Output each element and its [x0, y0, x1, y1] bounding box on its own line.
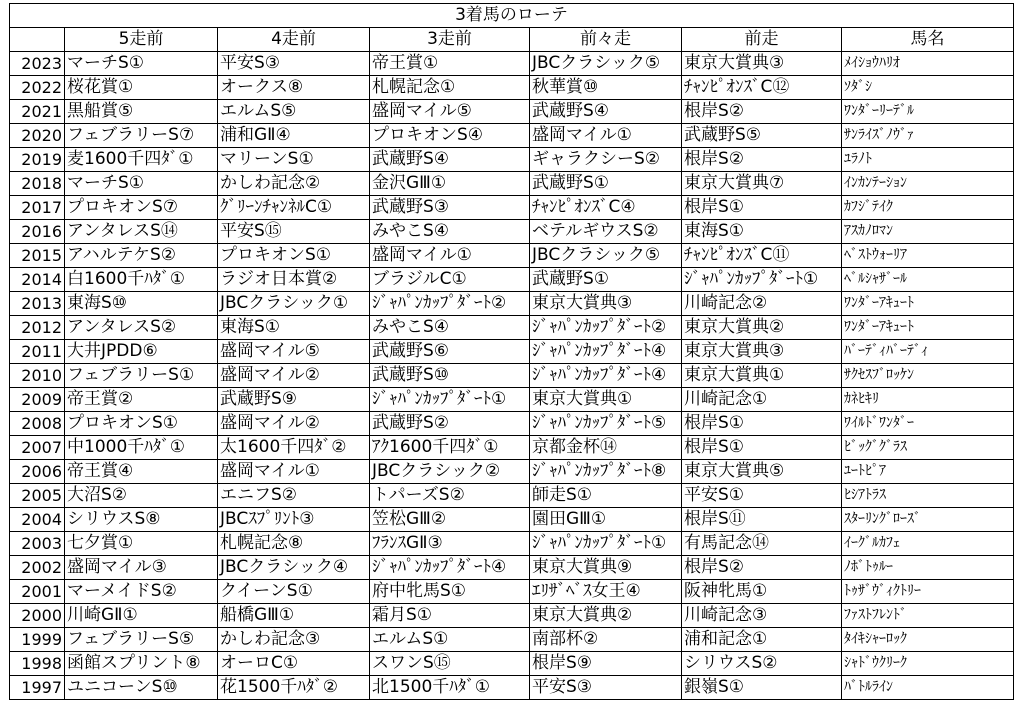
year-cell: 2008	[10, 412, 65, 436]
table-row	[10, 580, 1014, 604]
race-2nd-prev-cell: 根岸S⑨	[530, 652, 682, 676]
race-4th-prev-cell: 船橋GⅢ①	[218, 604, 370, 628]
race-2nd-prev-cell: 東京大賞典③	[530, 292, 682, 316]
table-row	[10, 124, 1014, 148]
horse-name-cell: ﾍﾞｽﾄｳｫｰﾘｱ	[842, 244, 1014, 268]
race-4th-prev-cell: 花1500千ﾊﾀﾞ②	[218, 676, 370, 700]
race-2nd-prev-cell: JBCクラシック⑤	[530, 52, 682, 76]
table-row	[10, 244, 1014, 268]
race-prev-cell: 銀嶺S①	[682, 676, 842, 700]
year-cell: 2017	[10, 196, 65, 220]
race-4th-prev-cell: JBCｽﾌﾟﾘﾝﾄ③	[218, 508, 370, 532]
race-prev-cell: 東京大賞典③	[682, 340, 842, 364]
table-row	[10, 484, 1014, 508]
race-2nd-prev-cell: 園田GⅢ①	[530, 508, 682, 532]
race-4th-prev-cell: 札幌記念⑧	[218, 532, 370, 556]
race-5th-prev-cell: シリウスS⑧	[65, 508, 218, 532]
race-5th-prev-cell: ユニコーンS⑩	[65, 676, 218, 700]
year-cell: 2015	[10, 244, 65, 268]
race-2nd-prev-cell: 武蔵野S①	[530, 172, 682, 196]
race-4th-prev-cell: エニフS②	[218, 484, 370, 508]
year-cell: 2021	[10, 100, 65, 124]
table-row	[10, 76, 1014, 100]
header-prev: 前走	[682, 28, 842, 52]
horse-name-cell: ﾍﾞﾙｼｬｻﾞｰﾙ	[842, 268, 1014, 292]
race-2nd-prev-cell: ｼﾞｬﾊﾟﾝｶｯﾌﾟﾀﾞｰﾄ②	[530, 316, 682, 340]
race-3rd-prev-cell: みやこS④	[370, 316, 530, 340]
table-row	[10, 196, 1014, 220]
table-row	[10, 316, 1014, 340]
race-prev-cell: ﾁｬﾝﾋﾟｵﾝｽﾞC⑫	[682, 76, 842, 100]
rotation-table	[9, 3, 1014, 700]
horse-name-cell: ｲｰｸﾞﾙｶﾌｪ	[842, 532, 1014, 556]
year-cell: 2003	[10, 532, 65, 556]
horse-name-cell: ﾌｧｽﾄﾌﾚﾝﾄﾞ	[842, 604, 1014, 628]
race-prev-cell: 根岸S①	[682, 196, 842, 220]
header-2nd-prev: 前々走	[530, 28, 682, 52]
race-prev-cell: 有馬記念⑭	[682, 532, 842, 556]
race-4th-prev-cell: 東海S①	[218, 316, 370, 340]
header-4th-prev: 4走前	[218, 28, 370, 52]
race-prev-cell: ｼﾞｬﾊﾟﾝｶｯﾌﾟﾀﾞｰﾄ①	[682, 268, 842, 292]
horse-name-cell: ｻﾝﾗｲｽﾞﾉｳﾞｧ	[842, 124, 1014, 148]
horse-name-cell: ｶﾈﾋｷﾘ	[842, 388, 1014, 412]
race-5th-prev-cell: 白1600千ﾊﾀﾞ①	[65, 268, 218, 292]
table-row	[10, 364, 1014, 388]
race-3rd-prev-cell: 武蔵野S②	[370, 412, 530, 436]
race-3rd-prev-cell: 盛岡マイル①	[370, 244, 530, 268]
year-cell: 2014	[10, 268, 65, 292]
year-cell: 2022	[10, 76, 65, 100]
header-year	[10, 28, 65, 52]
race-4th-prev-cell: 盛岡マイル⑤	[218, 340, 370, 364]
year-cell: 2020	[10, 124, 65, 148]
table-row	[10, 604, 1014, 628]
horse-name-cell: ﾕｰﾄﾋﾟｱ	[842, 460, 1014, 484]
table-row	[10, 220, 1014, 244]
table-row	[10, 268, 1014, 292]
race-prev-cell: 平安S①	[682, 484, 842, 508]
race-2nd-prev-cell: ｼﾞｬﾊﾟﾝｶｯﾌﾟﾀﾞｰﾄ⑤	[530, 412, 682, 436]
race-3rd-prev-cell: 北1500千ﾊﾀﾞ①	[370, 676, 530, 700]
year-cell: 2001	[10, 580, 65, 604]
race-prev-cell: 阪神牝馬①	[682, 580, 842, 604]
race-prev-cell: 武蔵野S⑤	[682, 124, 842, 148]
race-5th-prev-cell: 東海S⑩	[65, 292, 218, 316]
race-3rd-prev-cell: ｼﾞｬﾊﾟﾝｶｯﾌﾟﾀﾞｰﾄ②	[370, 292, 530, 316]
race-3rd-prev-cell: プロキオンS④	[370, 124, 530, 148]
race-4th-prev-cell: プロキオンS①	[218, 244, 370, 268]
horse-name-cell: ﾕﾗﾉﾄ	[842, 148, 1014, 172]
race-5th-prev-cell: マーチS①	[65, 172, 218, 196]
table-title: 3着馬のローテ	[10, 4, 1014, 28]
race-prev-cell: 東京大賞典⑦	[682, 172, 842, 196]
horse-name-cell: ｶﾌｼﾞﾃｲｸ	[842, 196, 1014, 220]
race-4th-prev-cell: 平安S③	[218, 52, 370, 76]
race-3rd-prev-cell: 盛岡マイル⑤	[370, 100, 530, 124]
race-4th-prev-cell: かしわ記念③	[218, 628, 370, 652]
race-2nd-prev-cell: 武蔵野S④	[530, 100, 682, 124]
header-horse-name: 馬名	[842, 28, 1014, 52]
race-2nd-prev-cell: 盛岡マイル①	[530, 124, 682, 148]
horse-name-cell: ﾀｲｷｼｬｰﾛｯｸ	[842, 628, 1014, 652]
race-2nd-prev-cell: 南部杯②	[530, 628, 682, 652]
race-prev-cell: 根岸S⑪	[682, 508, 842, 532]
race-3rd-prev-cell: ﾌﾗﾝｽGⅡ③	[370, 532, 530, 556]
table-row	[10, 100, 1014, 124]
race-prev-cell: 川崎記念②	[682, 292, 842, 316]
race-3rd-prev-cell: ｼﾞｬﾊﾟﾝｶｯﾌﾟﾀﾞｰﾄ④	[370, 556, 530, 580]
race-3rd-prev-cell: 帝王賞①	[370, 52, 530, 76]
race-5th-prev-cell: 帝王賞②	[65, 388, 218, 412]
race-prev-cell: シリウスS②	[682, 652, 842, 676]
horse-name-cell: ﾜﾝﾀﾞｰｱｷｭｰﾄ	[842, 292, 1014, 316]
race-5th-prev-cell: 函館スプリント⑧	[65, 652, 218, 676]
horse-name-cell: ﾜﾝﾀﾞｰﾘｰﾃﾞﾙ	[842, 100, 1014, 124]
table-row	[10, 340, 1014, 364]
race-3rd-prev-cell: 武蔵野S③	[370, 196, 530, 220]
race-2nd-prev-cell: 平安S③	[530, 676, 682, 700]
race-4th-prev-cell: かしわ記念②	[218, 172, 370, 196]
horse-name-cell: ｿﾀﾞｼ	[842, 76, 1014, 100]
year-cell: 2019	[10, 148, 65, 172]
race-5th-prev-cell: マーメイドS②	[65, 580, 218, 604]
horse-name-cell: ﾄｩｻﾞｳﾞｨｸﾄﾘｰ	[842, 580, 1014, 604]
year-cell: 1997	[10, 676, 65, 700]
table-row	[10, 52, 1014, 76]
horse-name-cell: ﾊﾞｰﾃﾞｨﾊﾞｰﾃﾞｨ	[842, 340, 1014, 364]
table-row	[10, 292, 1014, 316]
race-5th-prev-cell: フェブラリーS⑤	[65, 628, 218, 652]
race-5th-prev-cell: 大井JPDD⑥	[65, 340, 218, 364]
race-prev-cell: 根岸S②	[682, 100, 842, 124]
race-prev-cell: 東京大賞典⑤	[682, 460, 842, 484]
race-2nd-prev-cell: ｼﾞｬﾊﾟﾝｶｯﾌﾟﾀﾞｰﾄ⑧	[530, 460, 682, 484]
horse-name-cell: ﾜｲﾙﾄﾞﾜﾝﾀﾞｰ	[842, 412, 1014, 436]
race-3rd-prev-cell: 武蔵野S⑩	[370, 364, 530, 388]
race-3rd-prev-cell: スワンS⑮	[370, 652, 530, 676]
race-prev-cell: 浦和記念①	[682, 628, 842, 652]
race-5th-prev-cell: 桜花賞①	[65, 76, 218, 100]
header-row	[10, 28, 1014, 52]
year-cell: 2009	[10, 388, 65, 412]
race-prev-cell: 東京大賞典①	[682, 364, 842, 388]
race-3rd-prev-cell: JBCクラシック②	[370, 460, 530, 484]
race-4th-prev-cell: ｸﾞﾘｰﾝﾁｬﾝﾈﾙC①	[218, 196, 370, 220]
year-cell: 2018	[10, 172, 65, 196]
race-5th-prev-cell: フェブラリーS①	[65, 364, 218, 388]
race-3rd-prev-cell: 笠松GⅢ②	[370, 508, 530, 532]
race-5th-prev-cell: アハルテケS②	[65, 244, 218, 268]
race-prev-cell: 根岸S②	[682, 148, 842, 172]
race-4th-prev-cell: 平安S⑮	[218, 220, 370, 244]
race-2nd-prev-cell: 秋華賞⑩	[530, 76, 682, 100]
race-2nd-prev-cell: 東京大賞典⑨	[530, 556, 682, 580]
race-5th-prev-cell: 七夕賞①	[65, 532, 218, 556]
race-2nd-prev-cell: ベテルギウスS②	[530, 220, 682, 244]
race-3rd-prev-cell: ｱｸ1600千四ﾀﾞ①	[370, 436, 530, 460]
horse-name-cell: ｻｸｾｽﾌﾞﾛｯｹﾝ	[842, 364, 1014, 388]
race-4th-prev-cell: 太1600千四ﾀﾞ②	[218, 436, 370, 460]
table-row	[10, 436, 1014, 460]
year-cell: 1999	[10, 628, 65, 652]
race-5th-prev-cell: 黒船賞⑤	[65, 100, 218, 124]
table-row	[10, 460, 1014, 484]
race-4th-prev-cell: ラジオ日本賞②	[218, 268, 370, 292]
race-2nd-prev-cell: ｼﾞｬﾊﾟﾝｶｯﾌﾟﾀﾞｰﾄ④	[530, 364, 682, 388]
race-prev-cell: 川崎記念①	[682, 388, 842, 412]
race-5th-prev-cell: 帝王賞④	[65, 460, 218, 484]
year-cell: 2011	[10, 340, 65, 364]
table-row	[10, 412, 1014, 436]
horse-name-cell: ｽﾀｰﾘﾝｸﾞﾛｰｽﾞ	[842, 508, 1014, 532]
race-2nd-prev-cell: 武蔵野S①	[530, 268, 682, 292]
table-row	[10, 172, 1014, 196]
race-4th-prev-cell: 盛岡マイル②	[218, 412, 370, 436]
race-3rd-prev-cell: エルムS①	[370, 628, 530, 652]
year-cell: 2023	[10, 52, 65, 76]
race-5th-prev-cell: 川崎GⅡ①	[65, 604, 218, 628]
horse-name-cell: ｱｽｶﾉﾛﾏﾝ	[842, 220, 1014, 244]
race-3rd-prev-cell: 武蔵野S⑥	[370, 340, 530, 364]
race-2nd-prev-cell: ｴﾘｻﾞﾍﾞｽ女王④	[530, 580, 682, 604]
horse-name-cell: ﾜﾝﾀﾞｰｱｷｭｰﾄ	[842, 316, 1014, 340]
race-5th-prev-cell: アンタレスS⑭	[65, 220, 218, 244]
horse-name-cell: ﾉﾎﾞﾄｩﾙｰ	[842, 556, 1014, 580]
race-4th-prev-cell: エルムS⑤	[218, 100, 370, 124]
race-5th-prev-cell: プロキオンS⑦	[65, 196, 218, 220]
table-row	[10, 532, 1014, 556]
race-prev-cell: 根岸S①	[682, 412, 842, 436]
race-prev-cell: 根岸S①	[682, 436, 842, 460]
race-4th-prev-cell: オーロC①	[218, 652, 370, 676]
horse-name-cell: ﾋﾞｯｸﾞｸﾞﾗｽ	[842, 436, 1014, 460]
table-row	[10, 556, 1014, 580]
race-3rd-prev-cell: 府中牝馬S①	[370, 580, 530, 604]
table-row	[10, 388, 1014, 412]
year-cell: 2006	[10, 460, 65, 484]
race-5th-prev-cell: フェブラリーS⑦	[65, 124, 218, 148]
race-prev-cell: 東京大賞典②	[682, 316, 842, 340]
table-row	[10, 148, 1014, 172]
race-5th-prev-cell: 盛岡マイル③	[65, 556, 218, 580]
race-3rd-prev-cell: 札幌記念①	[370, 76, 530, 100]
race-3rd-prev-cell: ｼﾞｬﾊﾟﾝｶｯﾌﾟﾀﾞｰﾄ①	[370, 388, 530, 412]
race-5th-prev-cell: アンタレスS②	[65, 316, 218, 340]
race-5th-prev-cell: 中1000千ﾊﾀﾞ①	[65, 436, 218, 460]
race-prev-cell: ﾁｬﾝﾋﾟｵﾝｽﾞC⑪	[682, 244, 842, 268]
year-cell: 2002	[10, 556, 65, 580]
race-4th-prev-cell: マリーンS①	[218, 148, 370, 172]
table-row	[10, 652, 1014, 676]
horse-name-cell: ﾒｲｼｮｳﾊﾘｵ	[842, 52, 1014, 76]
year-cell: 2005	[10, 484, 65, 508]
year-cell: 2010	[10, 364, 65, 388]
race-2nd-prev-cell: ｼﾞｬﾊﾟﾝｶｯﾌﾟﾀﾞｰﾄ④	[530, 340, 682, 364]
race-4th-prev-cell: クイーンS①	[218, 580, 370, 604]
race-prev-cell: 根岸S②	[682, 556, 842, 580]
year-cell: 2004	[10, 508, 65, 532]
horse-name-cell: ｲﾝｶﾝﾃｰｼｮﾝ	[842, 172, 1014, 196]
year-cell: 2000	[10, 604, 65, 628]
race-2nd-prev-cell: ｼﾞｬﾊﾟﾝｶｯﾌﾟﾀﾞｰﾄ①	[530, 532, 682, 556]
race-5th-prev-cell: プロキオンS①	[65, 412, 218, 436]
race-2nd-prev-cell: ギャラクシーS②	[530, 148, 682, 172]
race-3rd-prev-cell: トパーズS②	[370, 484, 530, 508]
table-row	[10, 628, 1014, 652]
horse-name-cell: ﾋｼｱﾄﾗｽ	[842, 484, 1014, 508]
race-3rd-prev-cell: ブラジルC①	[370, 268, 530, 292]
year-cell: 2016	[10, 220, 65, 244]
header-5th-prev: 5走前	[65, 28, 218, 52]
race-5th-prev-cell: マーチS①	[65, 52, 218, 76]
race-4th-prev-cell: 武蔵野S⑨	[218, 388, 370, 412]
race-2nd-prev-cell: 東京大賞典①	[530, 388, 682, 412]
race-4th-prev-cell: JBCクラシック④	[218, 556, 370, 580]
year-cell: 1998	[10, 652, 65, 676]
race-prev-cell: 東海S①	[682, 220, 842, 244]
race-prev-cell: 東京大賞典③	[682, 52, 842, 76]
race-prev-cell: 川崎記念③	[682, 604, 842, 628]
race-3rd-prev-cell: 金沢GⅢ①	[370, 172, 530, 196]
year-cell: 2007	[10, 436, 65, 460]
table-row	[10, 676, 1014, 700]
race-2nd-prev-cell: JBCクラシック⑤	[530, 244, 682, 268]
horse-name-cell: ﾊﾞﾄﾙﾗｲﾝ	[842, 676, 1014, 700]
race-5th-prev-cell: 麦1600千四ﾀﾞ①	[65, 148, 218, 172]
race-4th-prev-cell: 浦和GⅡ④	[218, 124, 370, 148]
race-2nd-prev-cell: 東京大賞典②	[530, 604, 682, 628]
race-4th-prev-cell: オークス⑧	[218, 76, 370, 100]
race-4th-prev-cell: 盛岡マイル②	[218, 364, 370, 388]
race-4th-prev-cell: 盛岡マイル①	[218, 460, 370, 484]
table-row	[10, 508, 1014, 532]
race-2nd-prev-cell: 京都金杯⑭	[530, 436, 682, 460]
race-3rd-prev-cell: 霜月S①	[370, 604, 530, 628]
horse-name-cell: ｼｬﾄﾞｳｸﾘｰｸ	[842, 652, 1014, 676]
race-3rd-prev-cell: 武蔵野S④	[370, 148, 530, 172]
year-cell: 2012	[10, 316, 65, 340]
race-2nd-prev-cell: ﾁｬﾝﾋﾟｵﾝｽﾞC④	[530, 196, 682, 220]
race-5th-prev-cell: 大沼S②	[65, 484, 218, 508]
race-4th-prev-cell: JBCクラシック①	[218, 292, 370, 316]
race-2nd-prev-cell: 師走S①	[530, 484, 682, 508]
year-cell: 2013	[10, 292, 65, 316]
race-3rd-prev-cell: みやこS④	[370, 220, 530, 244]
header-3rd-prev: 3走前	[370, 28, 530, 52]
